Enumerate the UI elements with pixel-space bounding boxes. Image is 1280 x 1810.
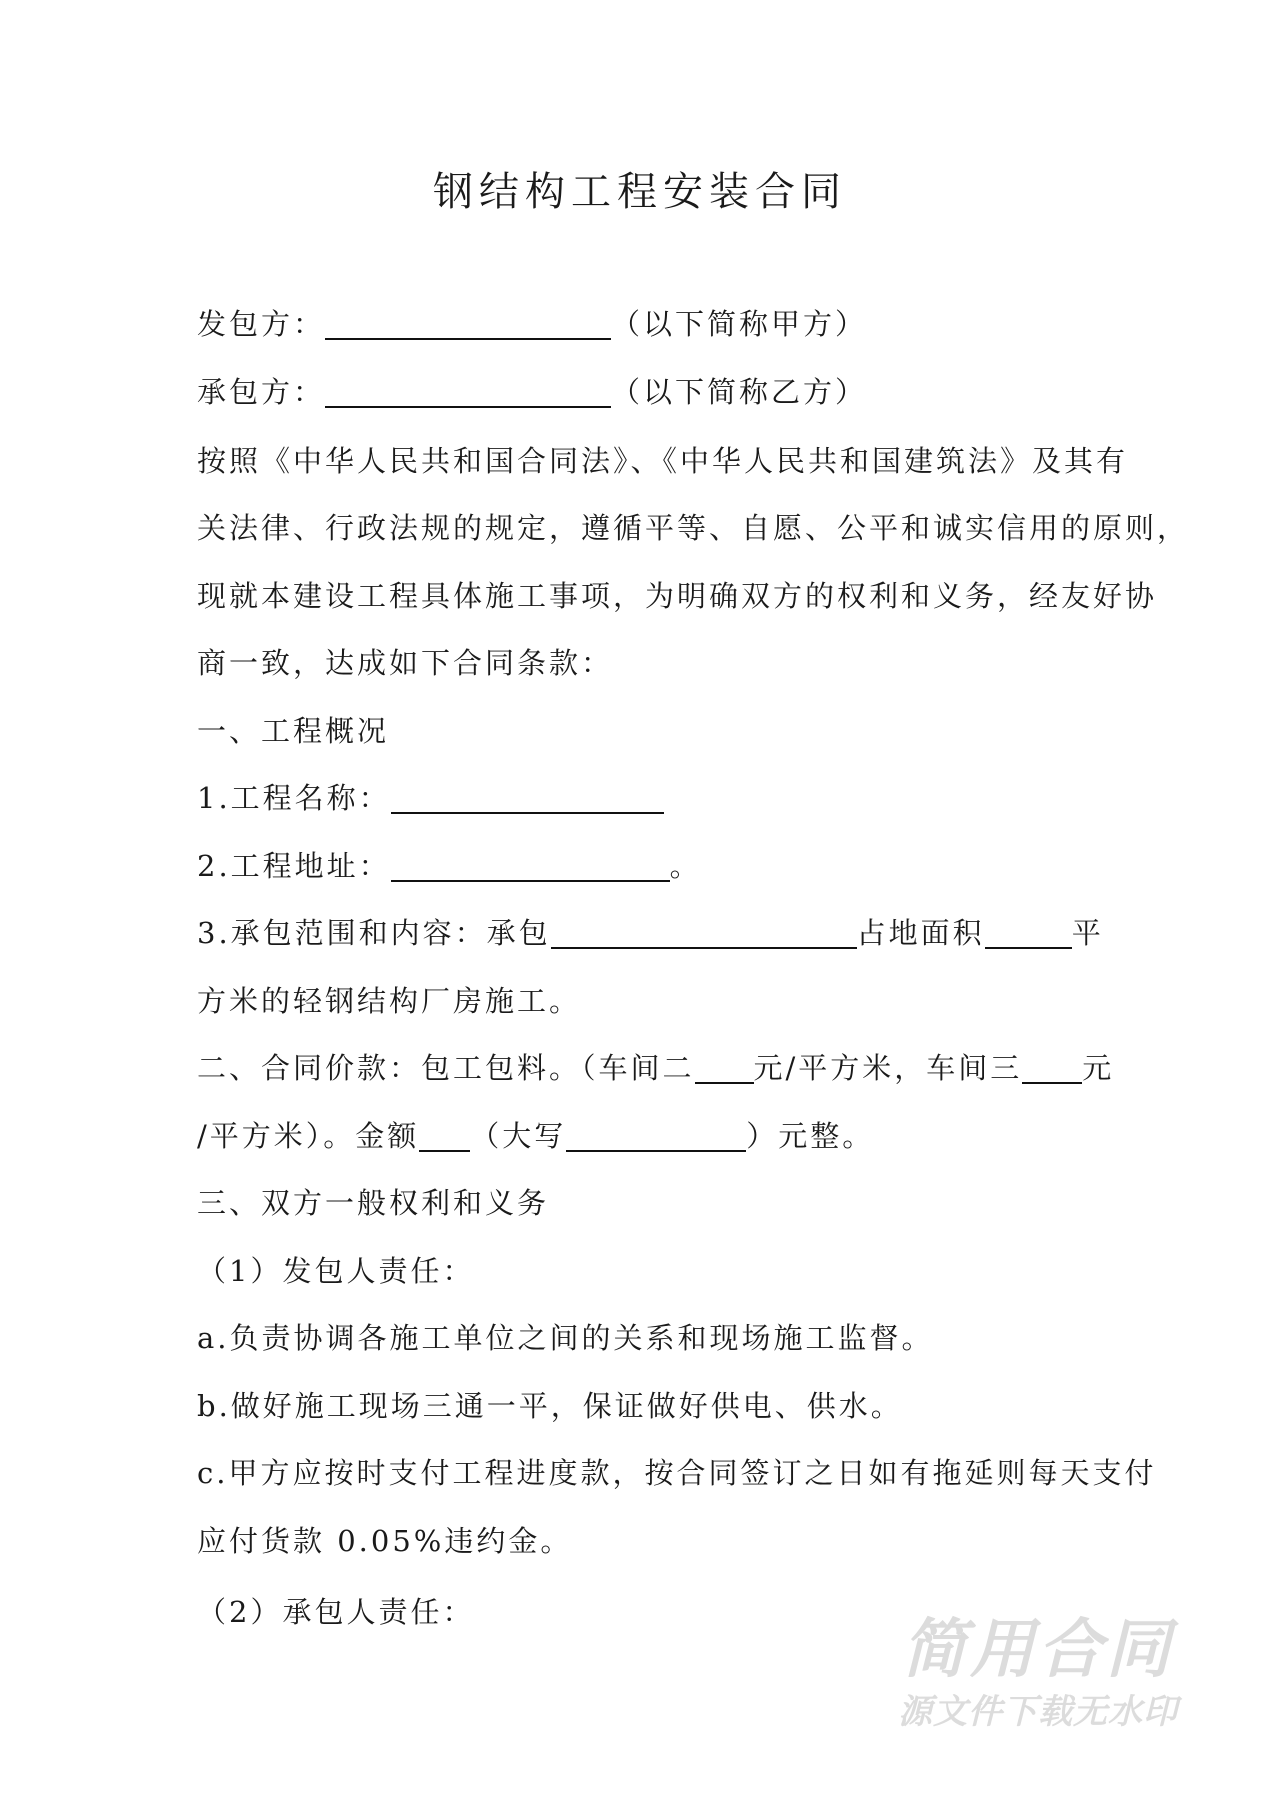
price-unit: 元 [1082, 1051, 1115, 1085]
party-a-label: 发包方： [197, 307, 326, 341]
clause-a: a.负责协调各施工单位之间的关系和现场施工监督。 [197, 1321, 934, 1355]
scope-continuation: 方米的轻钢结构厂房施工。 [197, 984, 582, 1018]
watermark-slogan: 源文件下载无水印 [898, 1692, 1178, 1732]
project-name-blank [391, 782, 664, 814]
amount-blank [419, 1120, 470, 1152]
subsection-heading: （2）承包人责任： [197, 1595, 475, 1629]
clause-c: c.甲方应按时支付工程进度款，按合同签订之日如有拖延则每天支付 [197, 1456, 1157, 1490]
price-text: 元/平方米，车间三 [753, 1051, 1023, 1085]
project-name-line [197, 778, 1095, 818]
preamble-line: 商一致，达成如下合同条款： [197, 646, 614, 680]
party-b-blank [325, 376, 611, 408]
party-b-line [197, 372, 1095, 412]
project-name-label: 1.工程名称： [197, 781, 391, 815]
party-a-suffix: （以下简称甲方） [611, 307, 868, 341]
amount-label: /平方米）。金额 [197, 1119, 420, 1153]
amount-words-blank [566, 1120, 746, 1152]
project-address-line [197, 846, 1095, 886]
scope-label: 3.承包范围和内容：承包 [197, 916, 551, 950]
price-line [197, 1048, 1115, 1088]
clause-b: b.做好施工现场三通一平，保证做好供电、供水。 [197, 1389, 903, 1423]
amount-line [197, 1116, 1095, 1156]
party-b-suffix: （以下简称乙方） [611, 375, 868, 409]
watermark-logo: 简用合同 [902, 1613, 1174, 1687]
subsection-heading: （1）发包人责任： [197, 1254, 475, 1288]
area-label: 占地面积 [856, 916, 985, 950]
amount-words-label: （大写 [470, 1119, 567, 1153]
section-heading: 一、工程概况 [197, 714, 390, 748]
preamble-line: 现就本建设工程具体施工事项，为明确双方的权利和义务，经友好协 [197, 579, 1158, 613]
party-a-line [197, 304, 1095, 344]
area-unit: 平 [1071, 916, 1104, 950]
amount-suffix: ）元整。 [746, 1119, 875, 1153]
clause-c-continuation: 应付货款 0.05%违约金。 [197, 1524, 573, 1558]
section-heading: 三、双方一般权利和义务 [197, 1186, 550, 1220]
period: 。 [669, 849, 702, 883]
party-b-label: 承包方： [197, 375, 326, 409]
preamble-line: 按照《中华人民共和国合同法》、《中华人民共和国建筑法》及其有 [197, 444, 1129, 478]
area-blank [985, 917, 1072, 949]
scope-line [197, 913, 1104, 953]
project-address-blank [391, 850, 670, 882]
workshop3-price-blank [1022, 1052, 1082, 1084]
document-title: 钢结构工程安装合同 [433, 169, 847, 215]
workshop2-price-blank [695, 1052, 754, 1084]
scope-blank [551, 917, 857, 949]
preamble-line: 关法律、行政法规的规定，遵循平等、自愿、公平和诚实信用的原则， [197, 511, 1190, 545]
project-address-label: 2.工程地址： [197, 849, 391, 883]
price-label: 二、合同价款：包工包料。（车间二 [197, 1051, 695, 1085]
party-a-blank [325, 308, 611, 340]
